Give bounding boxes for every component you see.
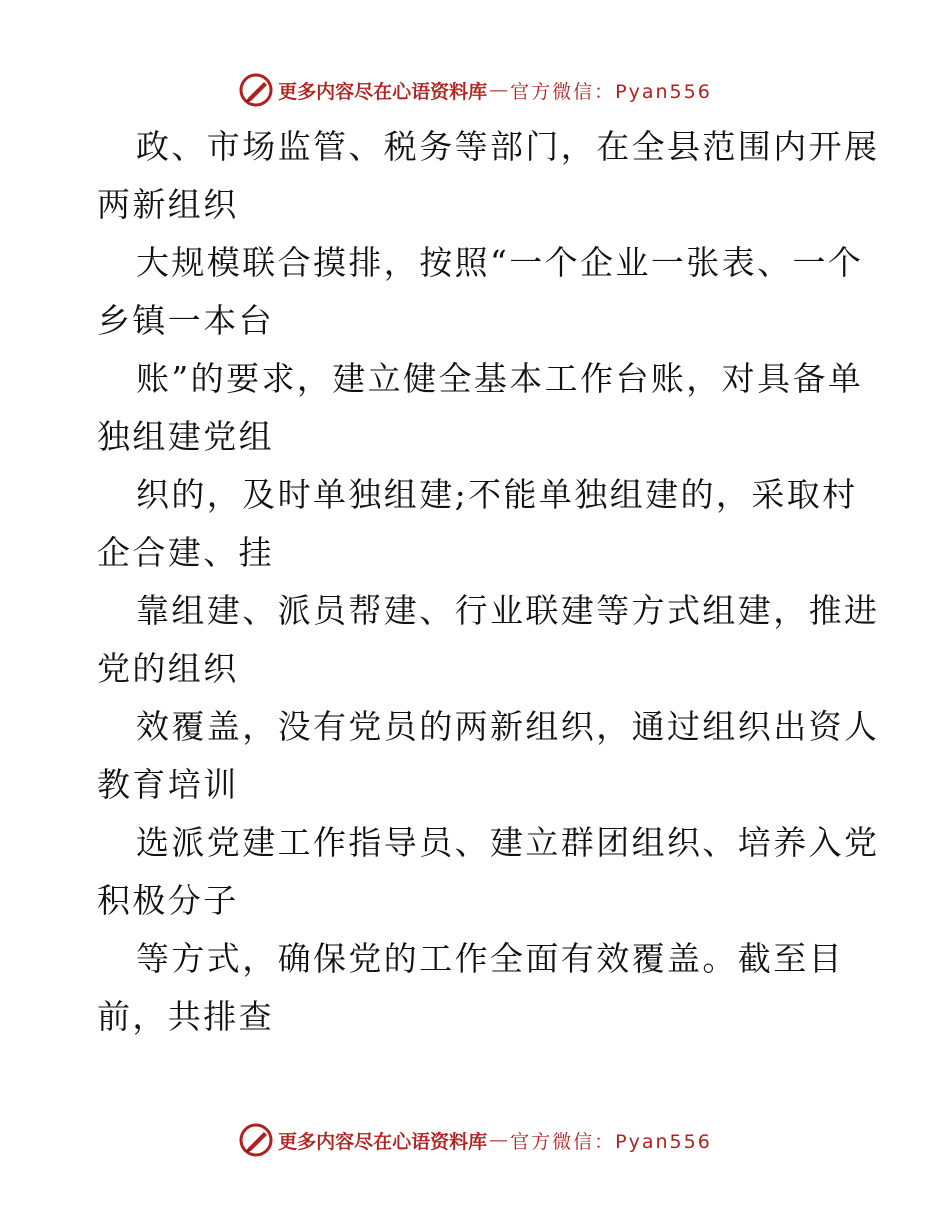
watermark-dash: — [489, 1129, 509, 1151]
text-line: 教育培训 [97, 765, 239, 804]
text-line: 账”的要求，建立健全基本工作台账，对具备单 [136, 359, 864, 398]
header-watermark [0, 72, 950, 108]
watermark-dash: — [489, 79, 509, 101]
pen-logo-icon [238, 1122, 274, 1158]
text-line: 织的，及时单独组建;不能单独组建的，采取村 [136, 475, 858, 514]
text-line: 乡镇一本台 [97, 301, 274, 340]
text-line: 等方式，确保党的工作全面有效覆盖。截至目 [136, 939, 844, 978]
watermark-wechat: 官方微信：Pyan556 [510, 1130, 712, 1153]
watermark-wechat: 官方微信：Pyan556 [510, 80, 712, 103]
text-line: 效覆盖，没有党员的两新组织，通过组织出资人 [136, 707, 880, 746]
document-body [97, 118, 880, 1046]
watermark-text: 更多内容尽在心语资料库 [278, 80, 488, 103]
text-line: 积极分子 [97, 881, 239, 920]
watermark-text: 更多内容尽在心语资料库 [278, 1130, 488, 1153]
footer-watermark [0, 1122, 950, 1158]
text-line: 独组建党组 [97, 417, 274, 456]
text-line: 前，共排查 [97, 997, 274, 1036]
text-line: 大规模联合摸排，按照“一个企业一张表、一个 [136, 243, 864, 282]
pen-logo-icon [238, 72, 274, 108]
text-line: 企合建、挂 [97, 533, 274, 572]
text-line: 党的组织 [97, 649, 239, 688]
text-line: 选派党建工作指导员、建立群团组织、培养入党 [136, 823, 880, 862]
text-line: 靠组建、派员帮建、行业联建等方式组建，推进 [136, 591, 880, 630]
text-line: 政、市场监管、税务等部门，在全县范围内开展 [136, 127, 880, 166]
text-line: 两新组织 [97, 185, 239, 224]
